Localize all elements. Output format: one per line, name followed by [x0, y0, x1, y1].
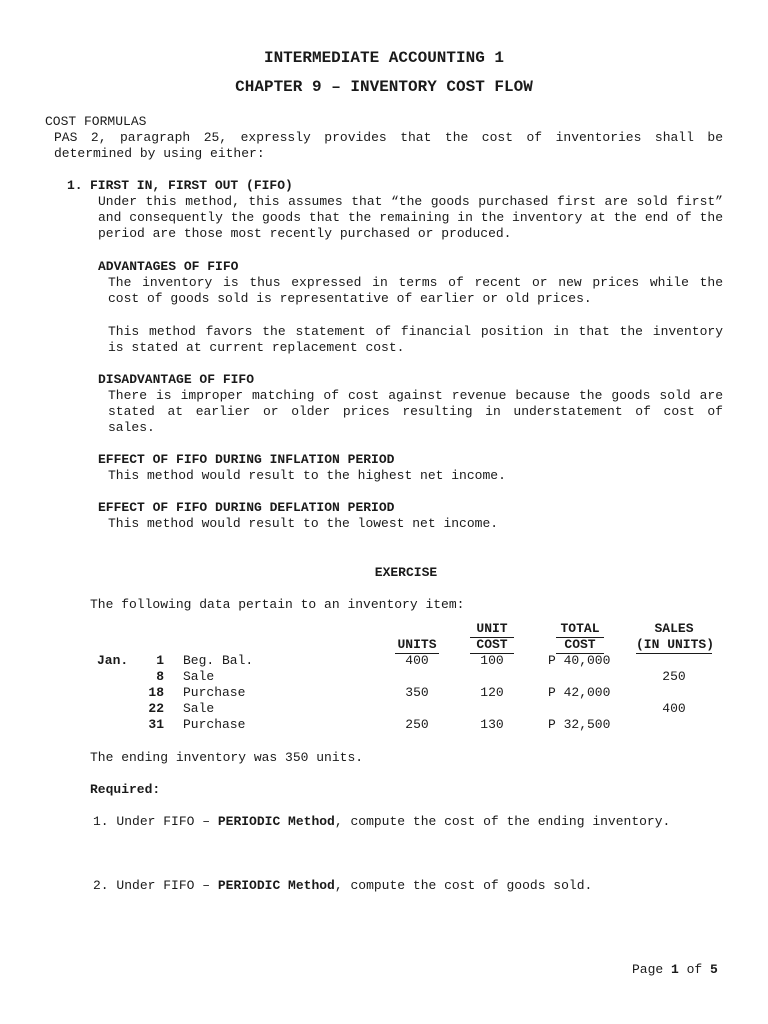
advantages-paragraph-2: This method favors the statement of financial position in that the inventory is stated at current replacement cost. [108, 324, 723, 355]
row-description: Sale [183, 701, 215, 716]
question-1-number: 1. [93, 814, 109, 829]
question-2-pre: Under FIFO – [116, 878, 218, 893]
cost-formulas-intro: PAS 2, paragraph 25, expressly provides that the cost of inventories shall be determined by using either: [54, 130, 723, 161]
page-label: Page [632, 962, 672, 977]
page-of-label: of [678, 962, 711, 977]
exercise-intro: The following data pertain to an inventory item: [90, 597, 465, 612]
col-sales-header-2: (IN UNITS) [636, 637, 715, 652]
row-sales: 250 [662, 669, 686, 684]
row-day: 31 [148, 717, 164, 732]
row-day: 18 [148, 685, 164, 700]
deflation-text: This method would result to the lowest net income. [108, 516, 499, 531]
question-1-pre: Under FIFO – [116, 814, 218, 829]
row-total-cost: P 40,000 [548, 653, 611, 668]
row-units: 400 [405, 653, 429, 668]
page-number: 1 [671, 962, 679, 977]
col-unit-cost-header-2: COST [470, 637, 514, 654]
row-description: Purchase [183, 685, 246, 700]
question-2-post: , compute the cost of goods sold. [334, 878, 593, 893]
page-total: 5 [710, 962, 718, 977]
row-description: Beg. Bal. [183, 653, 254, 668]
question-1 [93, 814, 670, 830]
col-total-cost-header-1: TOTAL [556, 621, 604, 638]
cost-formulas-heading: COST FORMULAS [45, 114, 147, 129]
row-unit-cost: 100 [480, 653, 504, 668]
question-2 [93, 878, 592, 894]
row-unit-cost: 120 [480, 685, 504, 700]
disadvantage-heading: DISADVANTAGE OF FIFO [98, 372, 255, 387]
row-units: 350 [405, 685, 429, 700]
deflation-heading: EFFECT OF FIFO DURING DEFLATION PERIOD [98, 500, 395, 515]
exercise-heading: EXERCISE [374, 565, 438, 580]
row-sales: 400 [662, 701, 686, 716]
inflation-text: This method would result to the highest net income. [108, 468, 506, 483]
disadvantage-text: There is improper matching of cost against revenue because the goods sold are stated at earlier or older prices resulting in understatement of cost of sales. [108, 388, 723, 435]
question-2-method: PERIODIC Method [217, 878, 335, 893]
col-total-cost-header-2: COST [556, 637, 604, 654]
fifo-heading: FIRST IN, FIRST OUT (FIFO) [90, 178, 293, 193]
col-sales-header-1: SALES [654, 621, 694, 636]
row-day: 1 [156, 653, 164, 668]
row-unit-cost: 130 [480, 717, 504, 732]
question-1-post: , compute the cost of the ending inventory. [334, 814, 671, 829]
question-1-method: PERIODIC Method [217, 814, 335, 829]
row-units: 250 [405, 717, 429, 732]
row-day: 8 [156, 669, 164, 684]
advantages-paragraph-1: The inventory is thus expressed in terms of recent or new prices while the cost of goods sold is representative of earlier or old prices. [108, 275, 723, 306]
row-day: 22 [148, 701, 164, 716]
document-title: INTERMEDIATE ACCOUNTING 1 [263, 49, 505, 67]
row-total-cost: P 42,000 [548, 685, 611, 700]
inflation-heading: EFFECT OF FIFO DURING INFLATION PERIOD [98, 452, 395, 467]
question-2-number: 2. [93, 878, 109, 893]
chapter-title: CHAPTER 9 – INVENTORY COST FLOW [235, 78, 533, 96]
fifo-number: 1. [67, 178, 83, 193]
required-label: Required: [90, 782, 161, 797]
col-units-header: UNITS [395, 637, 439, 654]
advantages-heading: ADVANTAGES OF FIFO [98, 259, 239, 274]
ending-inventory-note: The ending inventory was 350 units. [90, 750, 364, 765]
page-footer [632, 962, 718, 978]
month-label: Jan. [97, 653, 129, 668]
col-unit-cost-header-1: UNIT [470, 621, 514, 638]
row-total-cost: P 32,500 [548, 717, 611, 732]
row-description: Sale [183, 669, 215, 684]
row-description: Purchase [183, 717, 246, 732]
fifo-description: Under this method, this assumes that “the goods purchased first are sold first” and consequently the goods that the remaining in the inventory at the end of the period are those most recently purchased or produced. [98, 194, 723, 241]
